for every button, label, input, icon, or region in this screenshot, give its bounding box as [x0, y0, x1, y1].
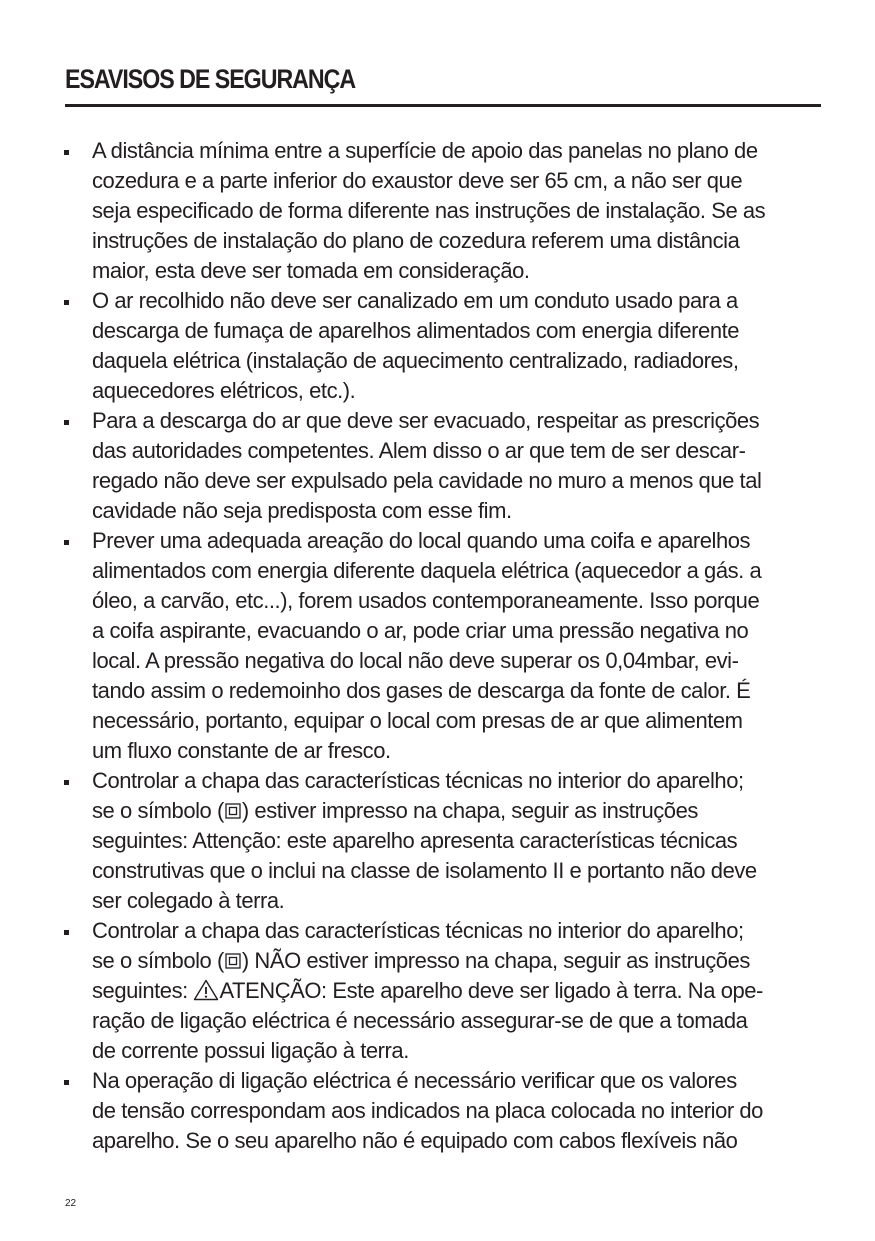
- square-bullet-icon: [64, 1080, 69, 1085]
- text-line: um fluxo constante de ar fresco.: [92, 738, 391, 763]
- text-line: cavidade não seja predisposta com esse fim.: [92, 498, 512, 523]
- text-line: O ar recolhido não deve ser canalizado em um conduto usado para a: [92, 288, 738, 313]
- text-line: das autoridades competentes. Alem disso o ar que tem de ser descar-: [92, 438, 746, 463]
- square-bullet-icon: [64, 300, 69, 305]
- warning-triangle-icon: [193, 979, 219, 1001]
- text-line: maior, esta deve ser tomada em consideração.: [92, 258, 530, 283]
- text-line: ração de ligação eléctrica é necessário assegurar-se de que a tomada: [92, 1008, 748, 1033]
- text-fragment: se o símbolo (: [92, 948, 224, 973]
- text-line: de corrente possui ligação à terra.: [92, 1038, 409, 1063]
- text-line: construtivas que o inclui na classe de isolamento II e portanto não deve: [92, 858, 757, 883]
- text-line: tando assim o redemoinho dos gases de descarga da fonte de calor. É: [92, 678, 751, 703]
- text-line: daquela elétrica (instalação de aquecimento centralizado, radiadores,: [92, 348, 739, 373]
- list-item: [64, 406, 824, 526]
- text-line: Na operação di ligação eléctrica é necessário verificar que os valores: [92, 1068, 737, 1093]
- text-line: descarga de fumaça de aparelhos alimentados com energia diferente: [92, 318, 740, 343]
- square-bullet-icon: [64, 150, 69, 155]
- text-fragment: seguintes:: [92, 978, 188, 1003]
- text-line: local. A pressão negativa do local não deve superar os 0,04mbar, evi-: [92, 648, 739, 673]
- text-fragment: ) estiver impresso na chapa, seguir as instruções: [241, 798, 698, 823]
- text-line: Para a descarga do ar que deve ser evacuado, respeitar as prescrições: [92, 408, 760, 433]
- text-line: de tensão correspondam aos indicados na placa colocada no interior do: [92, 1098, 763, 1123]
- text-line: [92, 976, 824, 1006]
- list-item: [64, 916, 824, 1066]
- text-line: regado não deve ser expulsado pela cavidade no muro a menos que tal: [92, 468, 762, 493]
- text-line: [92, 946, 824, 976]
- text-fragment: ) NÃO estiver impresso na chapa, seguir as instruções: [241, 948, 750, 973]
- square-bullet-icon: [64, 780, 69, 785]
- text-line: Controlar a chapa das características técnicas no interior do aparelho;: [92, 918, 744, 943]
- text-fragment: se o símbolo (: [92, 798, 224, 823]
- square-bullet-icon: [64, 420, 69, 425]
- text-line: necessário, portanto, equipar o local com presas de ar que alimentem: [92, 708, 743, 733]
- text-fragment: ATENÇÃO: Este aparelho deve ser ligado à terra. Na ope-: [219, 978, 763, 1003]
- text-line: Controlar a chapa das características técnicas no interior do aparelho;: [92, 768, 744, 793]
- square-bullet-icon: [64, 540, 69, 545]
- text-line: A distância mínima entre a superfície de apoio das panelas no plano de: [92, 138, 758, 163]
- text-line: Prever uma adequada areação do local quando uma coifa e aparelhos: [92, 528, 751, 553]
- text-line: aparelho. Se o seu aparelho não é equipado com cabos flexíveis não: [92, 1128, 738, 1153]
- text-line: a coifa aspirante, evacuando o ar, pode criar uma pressão negativa no: [92, 618, 749, 643]
- list-item: [64, 526, 824, 766]
- text-line: aquecedores elétricos, etc.).: [92, 378, 356, 403]
- text-line: óleo, a carvão, etc...), forem usados contemporaneamente. Isso porque: [92, 588, 760, 613]
- text-line: alimentados com energia diferente daquela elétrica (aquecedor a gás. a: [92, 558, 762, 583]
- square-bullet-icon: [64, 930, 69, 935]
- list-item: [64, 286, 824, 406]
- list-item: [64, 766, 824, 916]
- page-number: 22: [65, 1198, 77, 1209]
- text-line: seguintes: Attenção: este aparelho apresenta características técnicas: [92, 828, 738, 853]
- text-line: cozedura e a parte inferior do exaustor deve ser 65 cm, a não ser que: [92, 168, 743, 193]
- page-heading: ESAVISOS DE SEGURANÇA: [65, 64, 356, 94]
- double-square-symbol-icon: [224, 952, 242, 970]
- text-line: [92, 796, 824, 826]
- heading-rule: [65, 104, 821, 107]
- text-line: ser colegado à terra.: [92, 888, 285, 913]
- safety-warnings-list: [64, 136, 824, 1156]
- list-item: [64, 1066, 824, 1156]
- list-item: [64, 136, 824, 286]
- text-line: instruções de instalação do plano de cozedura referem uma distância: [92, 228, 740, 253]
- double-square-symbol-icon: [224, 802, 242, 820]
- text-line: seja especificado de forma diferente nas instruções de instalação. Se as: [92, 198, 766, 223]
